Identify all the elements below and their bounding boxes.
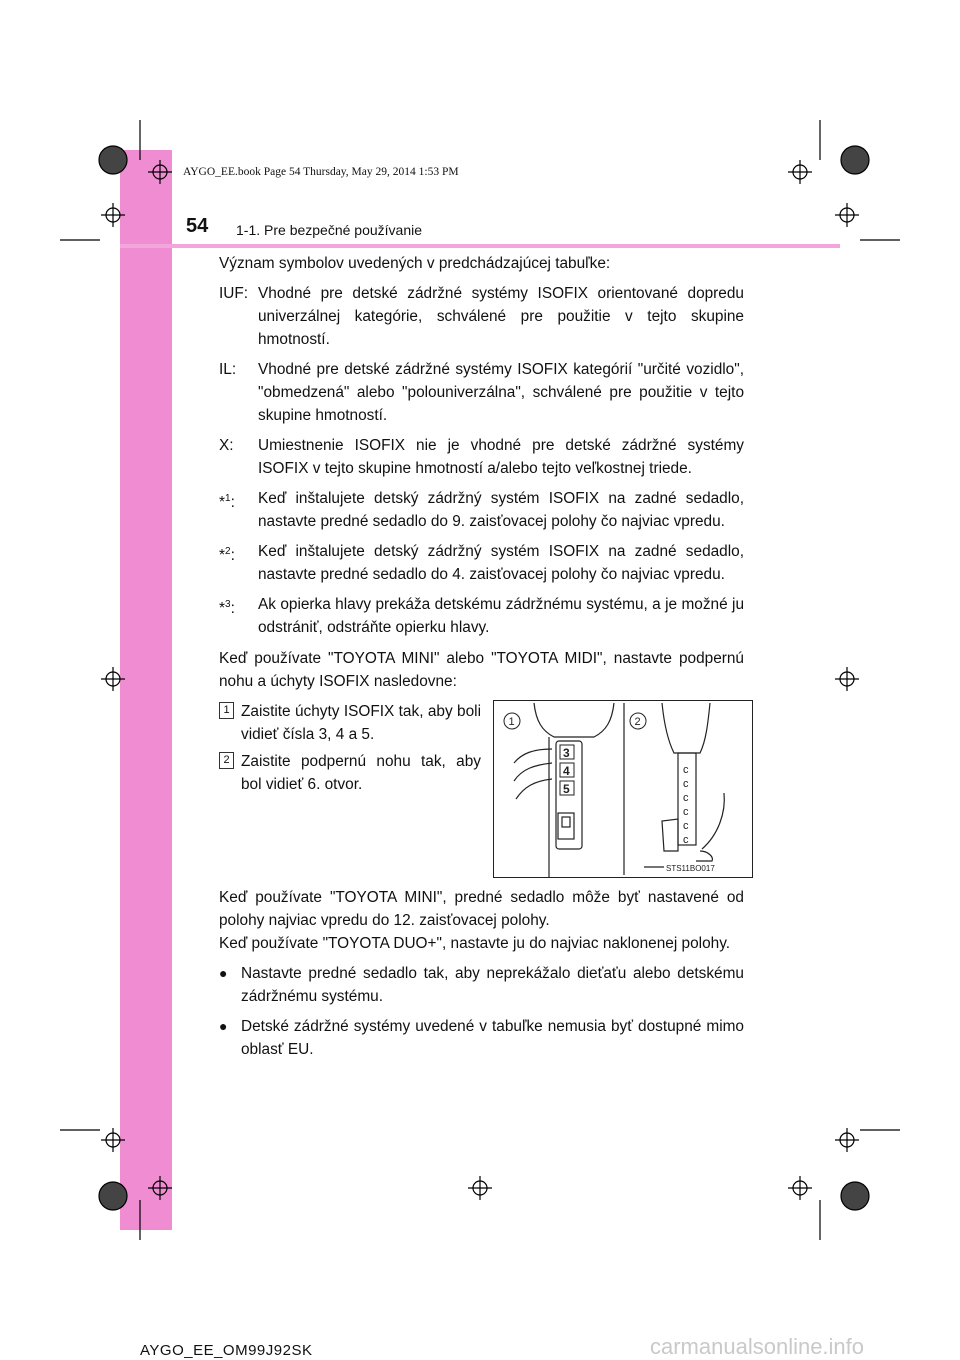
header-rule bbox=[120, 244, 840, 248]
main-content bbox=[219, 252, 744, 1061]
svg-text:c: c bbox=[683, 806, 689, 818]
isofix-illustration bbox=[493, 700, 753, 878]
intro-text: Význam symbolov uvedených v predchádzajúcej tabuľke: bbox=[219, 255, 611, 272]
svg-text:c: c bbox=[683, 778, 689, 790]
definition-iuf bbox=[219, 282, 744, 351]
section-title: 1-1. Pre bezpečné používanie bbox=[236, 222, 423, 238]
definition-tag: IL: bbox=[219, 361, 237, 378]
bullet-text: Detské zádržné systémy uvedené v tabuľke nemusia byť dostupné mimo oblasť EU. bbox=[241, 1018, 744, 1058]
definition-x bbox=[219, 434, 744, 480]
watermark: carmanualsonline.info bbox=[650, 1334, 865, 1359]
bullet-item bbox=[219, 1015, 744, 1061]
duo-instructions: Keď používate "TOYOTA DUO+", nastavte ju do najviac naklonenej polohy. bbox=[219, 935, 731, 952]
svg-text:c: c bbox=[683, 792, 689, 804]
step-1 bbox=[219, 700, 481, 746]
step-2 bbox=[219, 750, 481, 796]
step-text: Zaistite podpernú nohu tak, aby bol vidieť 6. otvor. bbox=[241, 753, 481, 793]
note-2 bbox=[219, 540, 744, 586]
definition-il bbox=[219, 358, 744, 427]
print-stamp: AYGO_EE.book Page 54 Thursday, May 29, 2014 1:53 PM bbox=[183, 166, 459, 178]
note-text: Keď inštalujete detský zádržný systém ISOFIX na zadné sedadlo, nastavte predné sedadlo do 9. zaisťovacej polohy čo najviac vpredu. bbox=[258, 490, 744, 530]
definition-text: Vhodné pre detské zádržné systémy ISOFIX kategórií "určité vozidlo", "obmedzená" alebo "polouniverzálna", schválené pre použitie v tejto skupine hmotností. bbox=[258, 361, 744, 424]
svg-text:c: c bbox=[683, 834, 689, 846]
toyota-instructions: Keď používate "TOYOTA MINI" alebo "TOYOTA MIDI", nastavte podpernú nohu a úchyty ISOFIX nasledovne: bbox=[219, 650, 744, 690]
definition-text: Umiestnenie ISOFIX nie je vhodné pre detské zádržné systémy ISOFIX v tejto skupine hmotností a/alebo tejto veľkostnej triede. bbox=[258, 437, 744, 477]
page-number: 54 bbox=[186, 215, 209, 237]
note-mark: *$^2$: bbox=[219, 546, 235, 565]
margin-color-strip bbox=[120, 150, 172, 1230]
svg-text:c: c bbox=[683, 764, 689, 776]
bullet-item bbox=[219, 962, 744, 1008]
footer-code: AYGO_EE_OM99J92SK bbox=[140, 1342, 313, 1359]
digit-5: 5 bbox=[563, 782, 570, 796]
mini-instructions: Keď používate "TOYOTA MINI", predné sedadlo môže byť nastavené od polohy najviac vpredu do 12. zaisťovacej polohy. bbox=[219, 889, 744, 929]
step-number: 2 bbox=[219, 752, 234, 769]
figure-label-1: 1 bbox=[508, 716, 515, 728]
bullet-text: Nastavte predné sedadlo tak, aby neprekážalo dieťaťu alebo detskému zádržnému systému. bbox=[241, 965, 744, 1005]
step-number: 1 bbox=[219, 702, 234, 719]
figure-label-2: 2 bbox=[634, 716, 641, 728]
step-text: Zaistite úchyty ISOFIX tak, aby boli vidieť čísla 3, 4 a 5. bbox=[241, 703, 481, 743]
definition-tag: IUF: bbox=[219, 285, 249, 302]
note-mark: *$^1$: bbox=[219, 493, 235, 512]
digit-4: 4 bbox=[563, 764, 570, 778]
illustration-svg bbox=[494, 701, 752, 877]
definition-text: Vhodné pre detské zádržné systémy ISOFIX orientované dopredu univerzálnej kategórie, schválené pre použitie v tejto skupine hmotností. bbox=[258, 285, 744, 348]
digit-3: 3 bbox=[563, 746, 570, 760]
note-text: Keď inštalujete detský zádržný systém ISOFIX na zadné sedadlo, nastavte predné sedadlo do 4. zaisťovacej polohy čo najviac vpredu. bbox=[258, 543, 744, 583]
definition-tag: X: bbox=[219, 437, 234, 454]
bullet-icon: ● bbox=[219, 965, 228, 981]
bullet-icon: ● bbox=[219, 1018, 228, 1034]
note-text: Ak opierka hlavy prekáža detskému zádržnému systému, a je možné ju odstrániť, odstráňte opierku hlavy. bbox=[258, 596, 744, 636]
steps-block bbox=[219, 700, 744, 886]
note-3 bbox=[219, 593, 744, 639]
note-1 bbox=[219, 487, 744, 533]
svg-text:c: c bbox=[683, 820, 689, 832]
note-mark: *$^3$: bbox=[219, 599, 235, 618]
figure-code: STS11BO017 bbox=[666, 864, 715, 873]
